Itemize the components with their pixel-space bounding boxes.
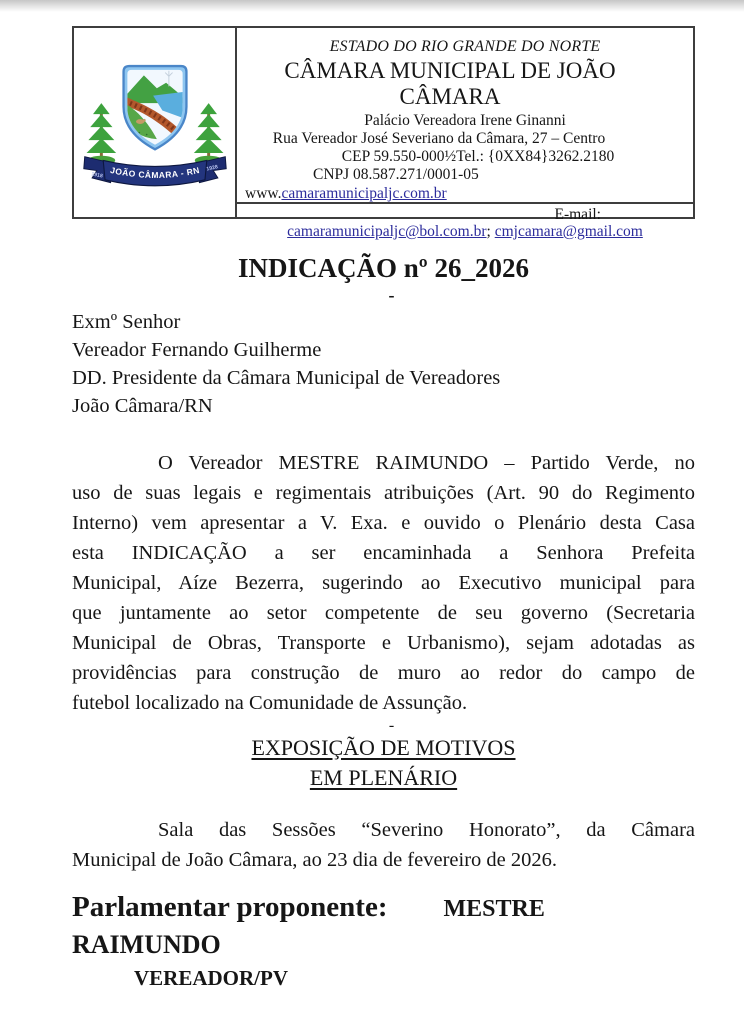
body-line: esta INDICAÇÃO a ser encaminhada a Senhora Prefeita xyxy=(72,542,695,564)
addressee-line: Vereador Fernando Guilherme xyxy=(72,339,322,361)
body-line: futebol localizado na Comunidade de Assunção. xyxy=(72,692,468,714)
addressee-line: João Câmara/RN xyxy=(72,395,213,417)
body-line: que juntamente ao setor competente de seu governo (Secretaria xyxy=(72,602,695,624)
motives-heading-line1: EXPOSIÇÃO DE MOTIVOS xyxy=(251,735,516,760)
website-prefix: www. xyxy=(245,185,282,202)
motives-heading xyxy=(72,733,695,793)
cep-tel-line: CEP 59.550-000½Tel.: {0XX84}3262.2180 xyxy=(341,148,615,165)
email-link-primary[interactable]: camaramunicipaljc@bol.com.br xyxy=(287,223,487,240)
letterhead-info xyxy=(237,28,693,240)
logo-cell xyxy=(74,28,237,217)
chamber-name: CÂMARA MUNICIPAL DE JOÃO CÂMARA xyxy=(284,58,616,109)
municipal-coat-of-arms-icon xyxy=(81,51,229,194)
body-line: providências para construção de muro ao redor do campo de xyxy=(72,662,695,684)
document-body xyxy=(72,219,695,991)
closing-line: Sala das Sessões “Severino Honorato”, da Câmara xyxy=(158,819,695,841)
body-line: Municipal de Obras, Transporte e Urbanismo), sejam adotadas as xyxy=(72,632,695,654)
state-line: ESTADO DO RIO GRANDE DO NORTE xyxy=(329,38,601,55)
closing-line: Municipal de João Câmara, ao 23 dia de fevereiro de 2026. xyxy=(72,849,557,871)
email-separator: ; xyxy=(486,223,491,240)
addressee-block xyxy=(72,308,695,420)
scan-edge-shadow xyxy=(0,0,744,12)
address-line: Rua Vereador José Severiano da Câmara, 27 – Centro xyxy=(272,130,606,147)
website-line xyxy=(237,185,693,202)
website-link[interactable]: camaramunicipaljc.com.br xyxy=(281,185,447,202)
cnpj-line: CNPJ 08.587.271/0001-05 xyxy=(313,166,479,183)
motives-heading-line2: EM PLENÁRIO xyxy=(309,765,458,790)
email-link-secondary[interactable]: cmjcamara@gmail.com xyxy=(494,223,643,240)
body-paragraph xyxy=(72,448,695,718)
document-title: INDICAÇÃO nº 26_2026 xyxy=(238,253,529,283)
proponent-label: Parlamentar proponente: xyxy=(72,891,388,923)
addressee-line: Exmº Senhor xyxy=(72,311,181,333)
body-line: Interno) vem apresentar a V. Exa. e ouvido o Plenário desta Casa xyxy=(72,512,695,534)
proponent-name-last: RAIMUNDO xyxy=(72,930,221,959)
dash-below-title: - xyxy=(388,285,395,305)
closing-paragraph xyxy=(72,815,695,875)
logo-year-left: 1918 xyxy=(90,171,103,180)
logo-year-right: 1928 xyxy=(205,164,218,173)
email-label: E-mail: xyxy=(554,206,601,223)
proponent-name-first: MESTRE xyxy=(443,896,545,922)
letterhead-table xyxy=(72,26,695,240)
logo-banner-text: JOÃO CÂMARA - RN xyxy=(108,164,201,181)
palace-line: Palácio Vereadora Irene Ginanni xyxy=(364,112,566,129)
proponent-block xyxy=(72,889,695,991)
body-line: uso de suas legais e regimentais atribuições (Art. 90 do Regimento xyxy=(72,482,695,504)
proponent-role: VEREADOR/PV xyxy=(134,966,289,990)
body-line: Municipal, Aíze Bezerra, sugerindo ao Executivo municipal para xyxy=(72,572,695,594)
body-line: O Vereador MESTRE RAIMUNDO – Partido Verde, no xyxy=(158,452,695,474)
addressee-line: DD. Presidente da Câmara Municipal de Vereadores xyxy=(72,367,501,389)
dash-above-motives: - xyxy=(388,717,395,734)
